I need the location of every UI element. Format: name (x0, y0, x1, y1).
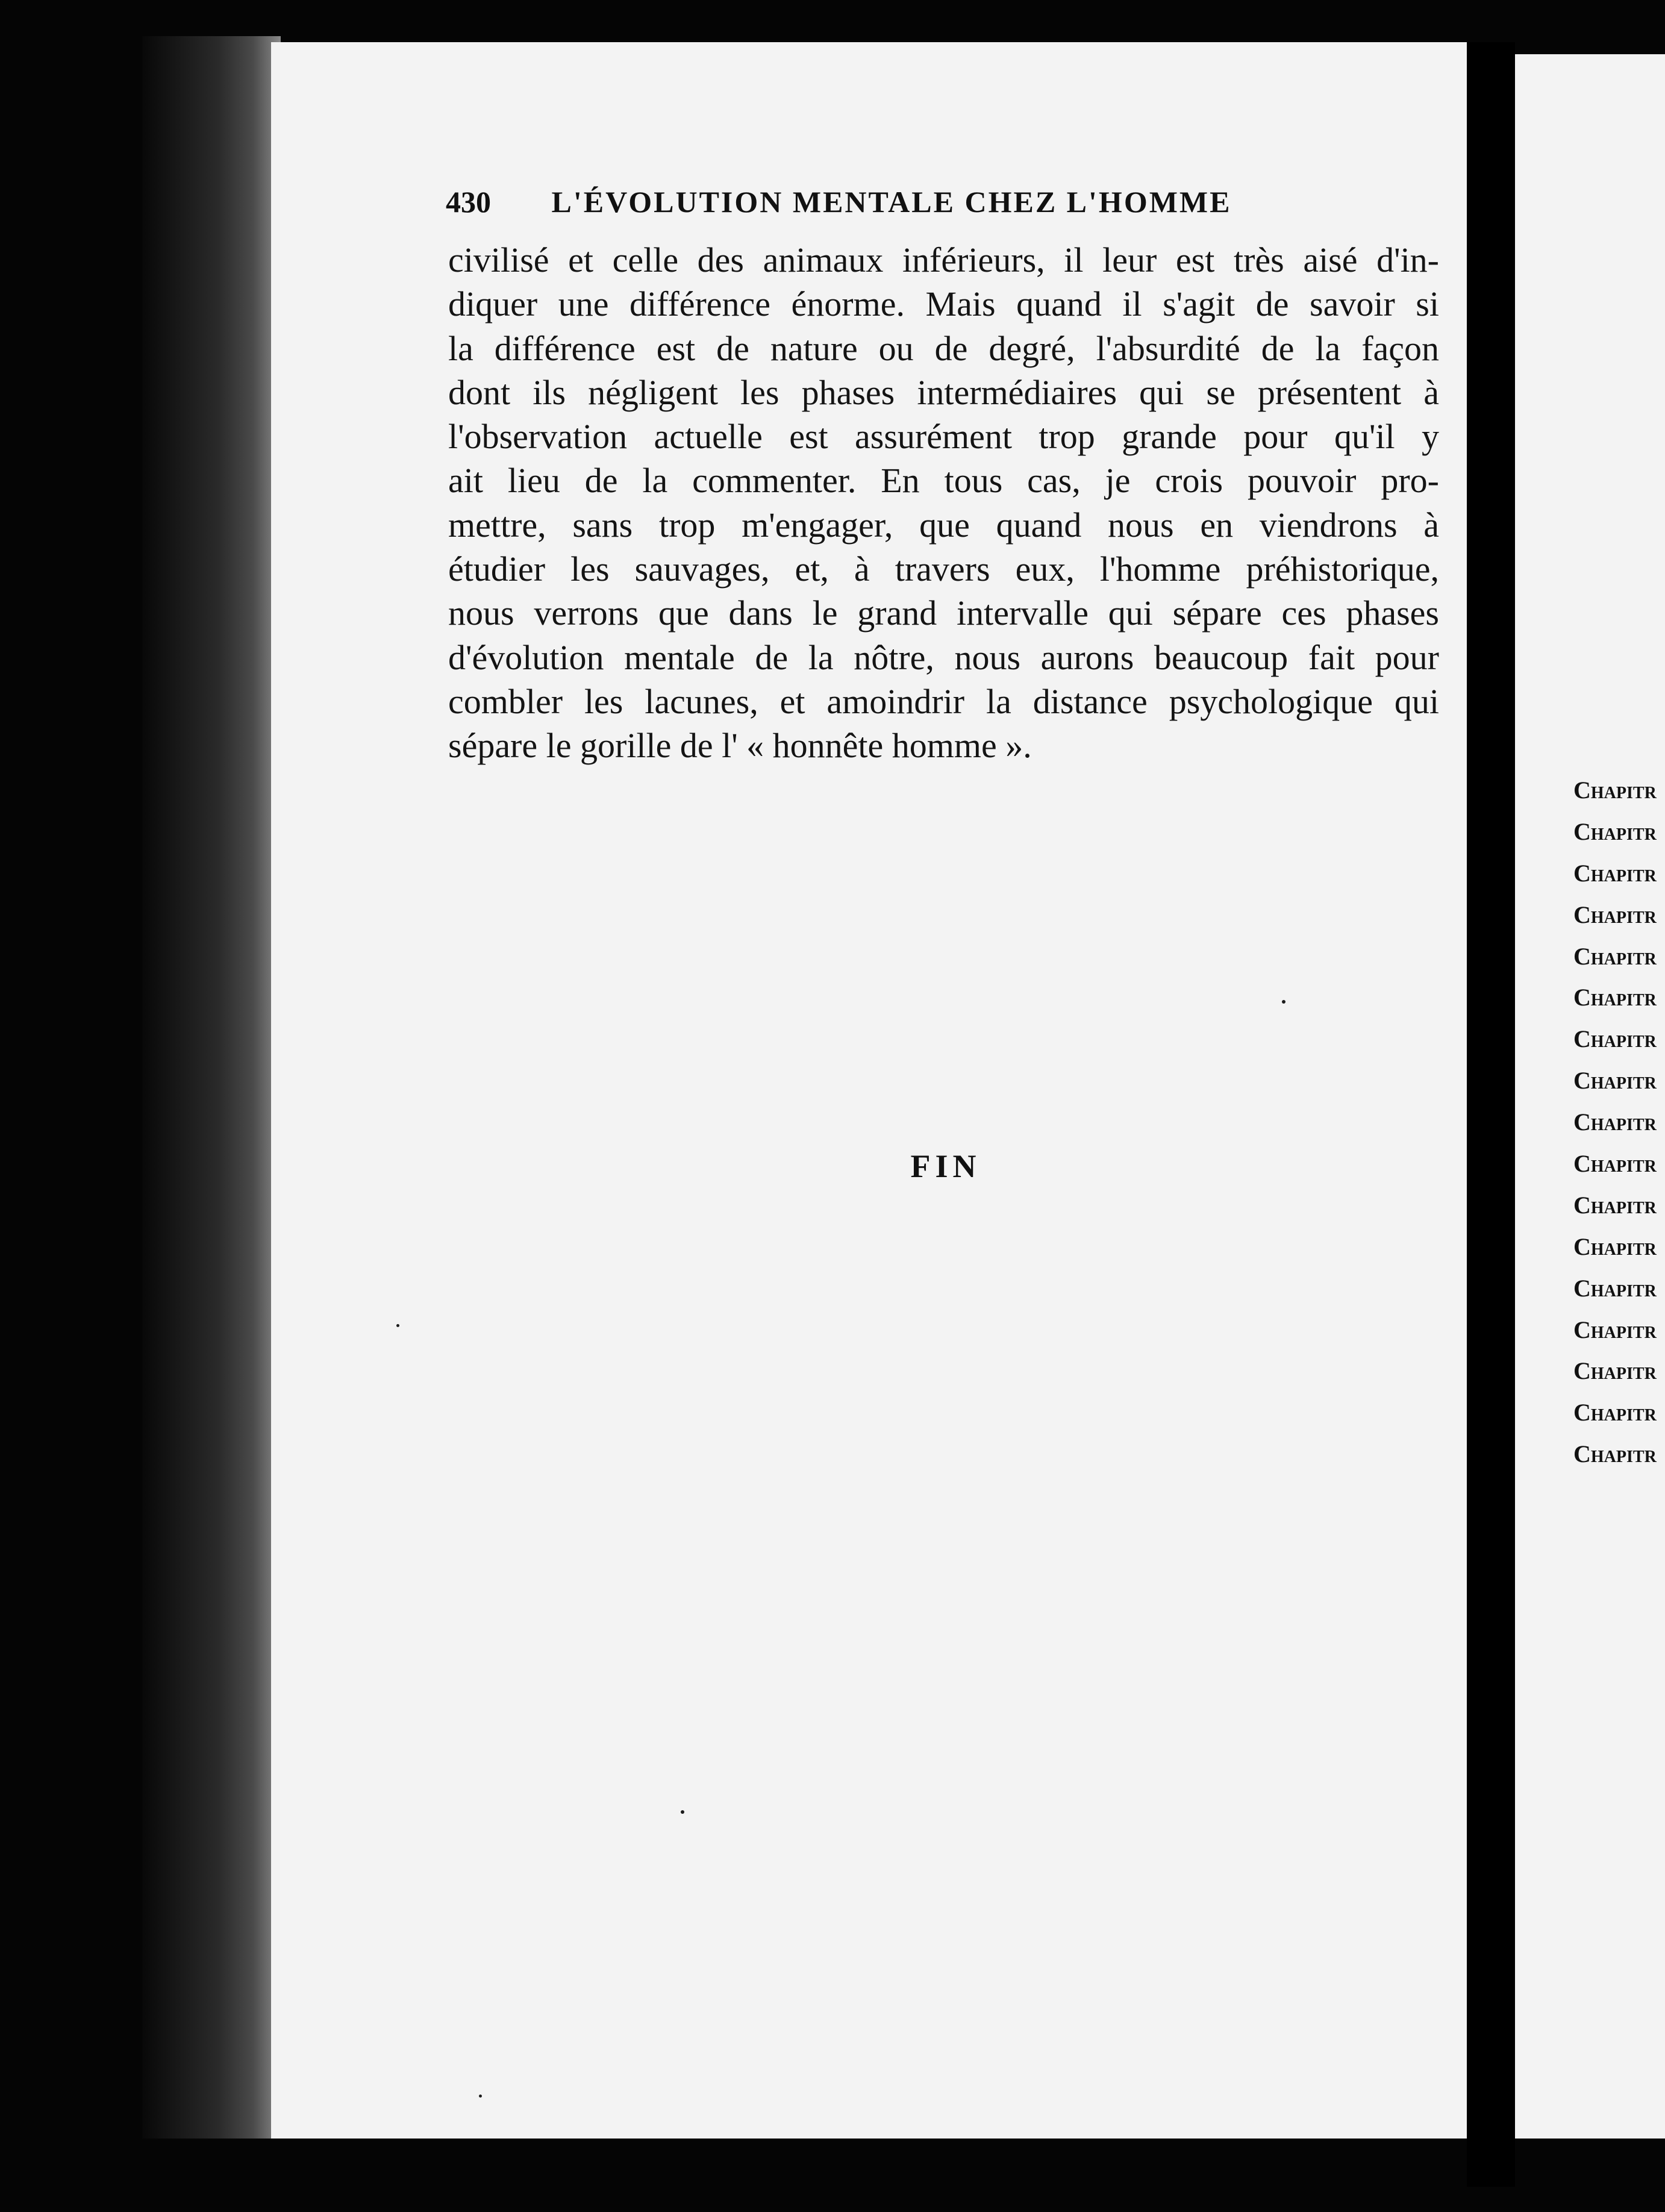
toc-item: Chapitr (1573, 1067, 1657, 1095)
toc-item: Chapitr (1573, 859, 1657, 887)
dust-speck (681, 1810, 684, 1814)
toc-item: Chapitr (1573, 1357, 1657, 1385)
toc-item: Chapitr (1573, 1316, 1657, 1343)
toc-item: Chapitr (1573, 901, 1657, 928)
text-line: la différence est de nature ou de degré, l'absurdité de la façon (448, 328, 1439, 368)
text-line: mettre, sans trop m'engager, que quand nous en viendrons à (448, 505, 1439, 545)
toc-item: Chapitr (1573, 942, 1657, 970)
text-line: combler les lacunes, et amoindrir la distance psychologique qui (448, 681, 1439, 721)
text-line: l'observation actuelle est assurément trop grande pour qu'il y (448, 417, 1439, 457)
toc-item: Chapitr (1573, 1108, 1657, 1136)
toc-item: Chapitr (1573, 817, 1657, 845)
toc-item: Chapitr (1573, 1399, 1657, 1426)
toc-item: Chapitr (1573, 1274, 1657, 1302)
text-line: d'évolution mentale de la nôtre, nous aurons beaucoup fait pour (448, 637, 1439, 677)
toc-item: Chapitr (1573, 1440, 1657, 1468)
text-line: diquer une différence énorme. Mais quand il s'agit de savoir si (448, 284, 1439, 324)
text-line: dont ils négligent les phases intermédiaires qui se présentent à (448, 372, 1439, 412)
end-mark: FIN (910, 1148, 981, 1184)
text-line: civilisé et celle des animaux inférieurs, il leur est très aisé d'in- (448, 240, 1439, 280)
running-title: L'ÉVOLUTION MENTALE CHEZ L'HOMME (551, 185, 1232, 219)
toc-item: Chapitr (1573, 1233, 1657, 1260)
body-text (448, 238, 1439, 768)
running-head (446, 178, 1247, 226)
text-line: nous verrons que dans le grand intervalle qui sépare ces phases (448, 593, 1439, 633)
dust-speck (479, 2095, 482, 2098)
book-edge-shadow (142, 36, 281, 2139)
text-line-last: sépare le gorille de l' « honnête homme ». (448, 726, 1032, 766)
text-line: étudier les sauvages, et, à travers eux, l'homme préhistorique, (448, 549, 1439, 589)
dust-speck (396, 1324, 399, 1327)
toc-item: Chapitr (1573, 1025, 1657, 1053)
toc-item: Chapitr (1573, 1150, 1657, 1178)
toc-item: Chapitr (1573, 776, 1657, 804)
page-gutter (1467, 42, 1515, 2187)
facing-page-toc (1573, 770, 1665, 1475)
toc-item: Chapitr (1573, 984, 1657, 1011)
page-number: 430 (446, 185, 491, 219)
text-line: ait lieu de la commenter. En tous cas, je crois pouvoir pro- (448, 461, 1439, 501)
toc-item: Chapitr (1573, 1191, 1657, 1219)
dust-speck (1282, 1000, 1285, 1004)
